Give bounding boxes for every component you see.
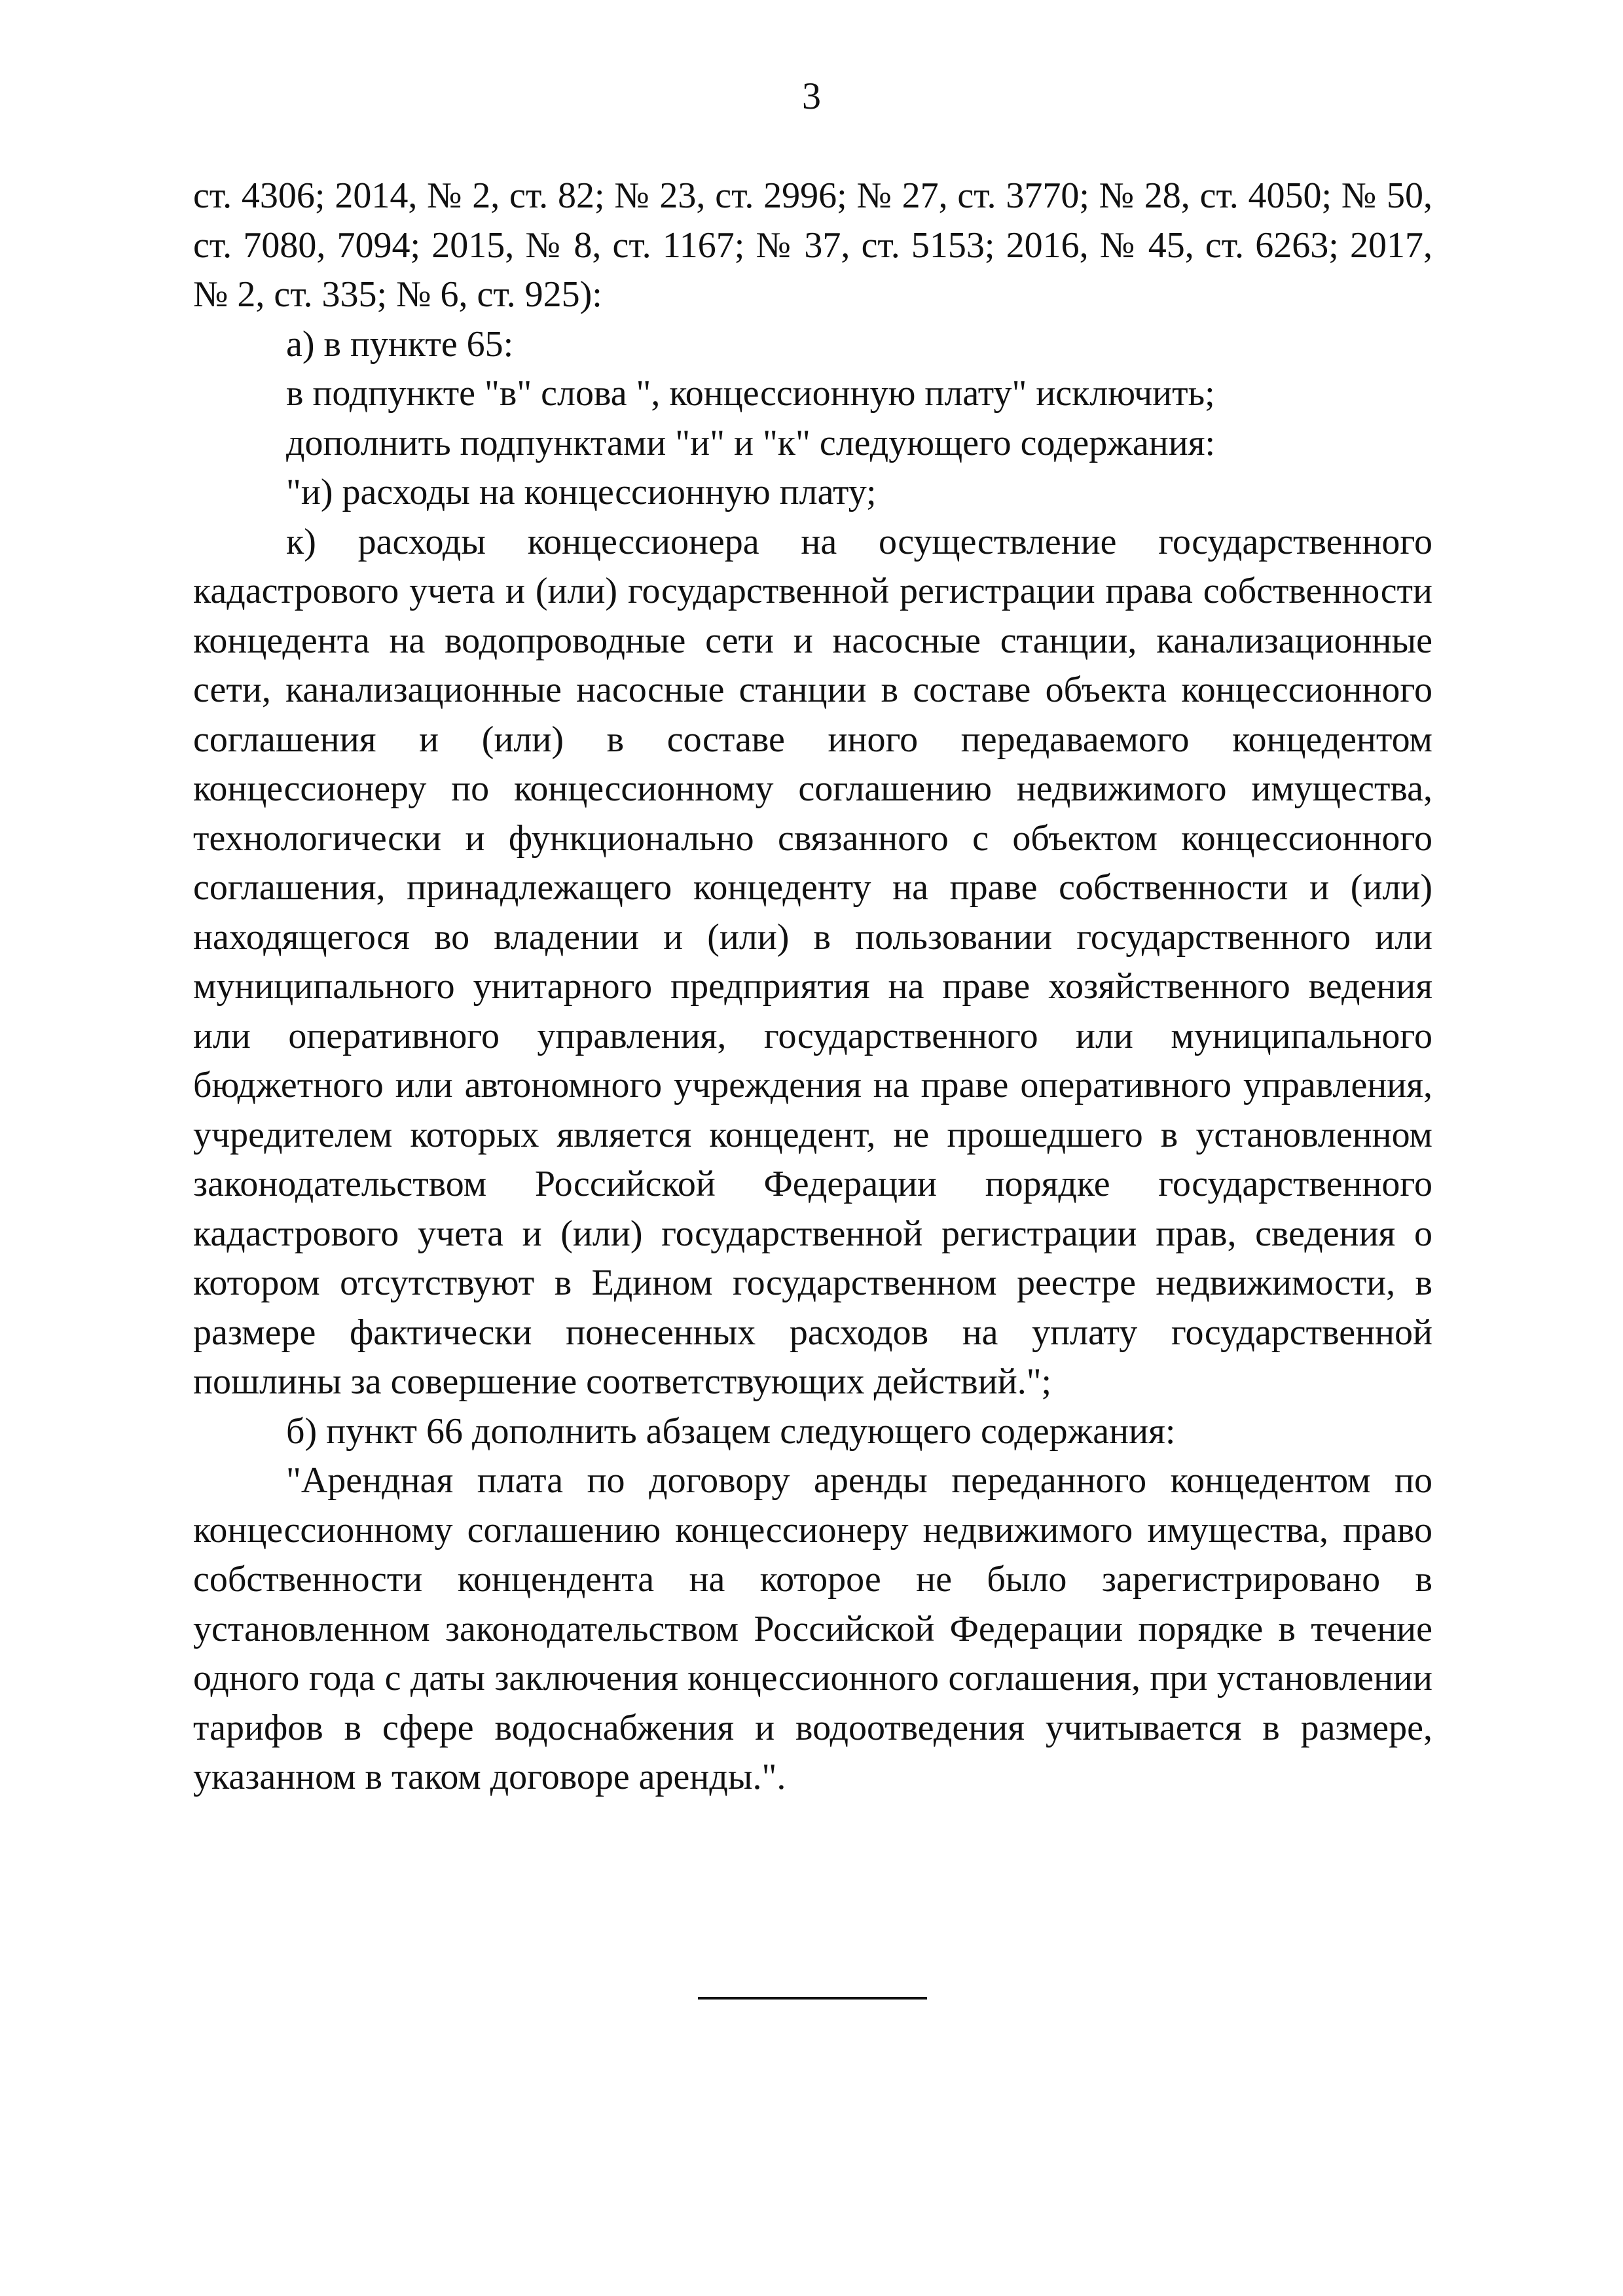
paragraph-subitem-i: "и) расходы на концессионную плату;	[286, 472, 877, 512]
paragraph-subitem-k: к) расходы концессионера на осуществление государственного кадастрового учета и (или) государственной регистрации права собственности концедента на водопроводные сети и насосные станции, канализационные сети, канализационные насосные станции в составе объекта концессионного соглашения и (или) в составе иного передаваемого концедентом концессионеру по концессионному соглашению недвижимого имущества, технологически и функционально связанного с объектом концессионного соглашения, принадлежащего концеденту на праве собственности и (или) находящегося во владении и (или) в пользовании государственного или муниципального унитарного предприятия на праве хозяйственного ведения или оперативного управления, государственного или муниципального бюджетного или автономного учреждения на праве оперативного управления, учредителем которых является концедент, не прошедшего в установленном законодательством Российской Федерации порядке государственного кадастрового учета и (или) государственной регистрации прав, сведения о котором отсутствуют в Едином государственном реестре недвижимости, в размере фактически понесенных расходов на уплату государственной пошлины за совершение соответствующих действий.";	[193, 521, 1432, 1402]
paragraph-subitem-v: в подпункте "в" слова ", концессионную плату" исключить;	[286, 373, 1215, 414]
paragraph-item-b: б) пункт 66 дополнить абзацем следующего содержания:	[286, 1410, 1176, 1452]
paragraph-item-a: а) в пункте 65:	[286, 323, 514, 365]
paragraph-citations: ст. 4306; 2014, № 2, ст. 82; № 23, ст. 2996; № 27, ст. 3770; № 28, ст. 4050; № 50, ст. 7080, 7094; 2015, № 8, ст. 1167; № 37, ст. 5153; 2016, № 45, ст. 6263; 2017, № 2, ст. 335; № 6, ст. 925):	[193, 175, 1432, 315]
paragraph-rent: "Арендная плата по договору аренды переданного концедентом по концессионному соглашению концессионеру недвижимого имущества, право собственности концендента на которое не было зарегистрировано в установленном законодательством Российской Федерации порядке в течение одного года с даты заключения концессионного соглашения, при установлении тарифов в сфере водоснабжения и водоотведения учитывается в размере, указанном в таком договоре аренды.".	[193, 1460, 1432, 1797]
document-body	[193, 171, 1432, 1803]
paragraph-supplement: дополнить подпунктами "и" и "к" следующего содержания:	[286, 422, 1216, 463]
page-number: 3	[802, 75, 821, 117]
end-of-text-rule	[698, 1997, 927, 2000]
